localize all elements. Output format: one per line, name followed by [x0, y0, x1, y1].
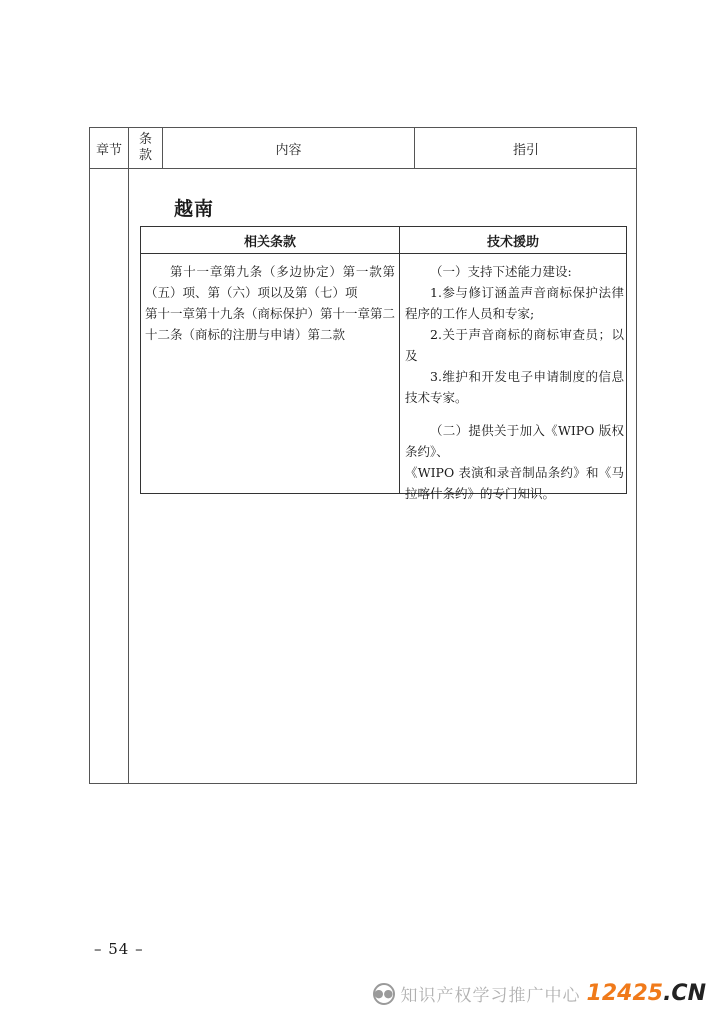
assistance-item-body: 《WIPO 表演和录音制品条约》和《马拉喀什条约》的专门知识。	[405, 465, 624, 501]
header-clause	[129, 128, 162, 168]
header-divider	[90, 168, 636, 169]
header-clause-line2: 款	[138, 148, 152, 163]
watermark-logo-suffix: .CN	[663, 981, 706, 1006]
page-number: – 54 –	[94, 940, 144, 958]
inner-column-divider	[399, 227, 400, 493]
assistance-subitem: 3.维护和开发电子申请制度的信息技术专家。	[405, 369, 624, 405]
header-clause-line1: 条	[138, 132, 152, 147]
assistance-item-title: （二）提供关于加入《WIPO 版权条约》、	[405, 423, 624, 459]
inner-header-related-clauses: 相关条款	[243, 234, 296, 250]
watermark-text: 知识产权学习推广中心	[400, 986, 581, 1006]
header-chapter: 章节	[95, 142, 122, 158]
assistance-item-title: （一）支持下述能力建设:	[430, 264, 572, 279]
watermark-logo	[587, 981, 706, 1006]
clause-paragraph: 第十一章第十九条（商标保护）第十一章第二十二条（商标的注册与申请）第二款	[145, 306, 396, 342]
inner-table	[140, 226, 627, 501]
country-title: 越南	[174, 198, 215, 220]
inner-header-divider	[141, 253, 626, 254]
technical-assistance-text	[405, 261, 624, 504]
assistance-subitem: 2.关于声音商标的商标审查员；以及	[405, 327, 624, 363]
related-clauses-text	[145, 261, 395, 345]
header-content: 内容	[275, 142, 302, 158]
watermark	[373, 981, 706, 1006]
inner-header-technical-assistance: 技术援助	[486, 234, 539, 250]
column-divider	[128, 128, 129, 783]
watermark-logo-number: 12425	[586, 981, 664, 1006]
clause-paragraph: 第十一章第九条（多边协定）第一款第（五）项、第（六）项以及第（七）项	[145, 264, 395, 300]
header-guidance: 指引	[512, 142, 539, 158]
wechat-icon: ●●	[373, 983, 395, 1005]
assistance-subitem: 1.参与修订涵盖声音商标保护法律程序的工作人员和专家;	[405, 285, 624, 321]
